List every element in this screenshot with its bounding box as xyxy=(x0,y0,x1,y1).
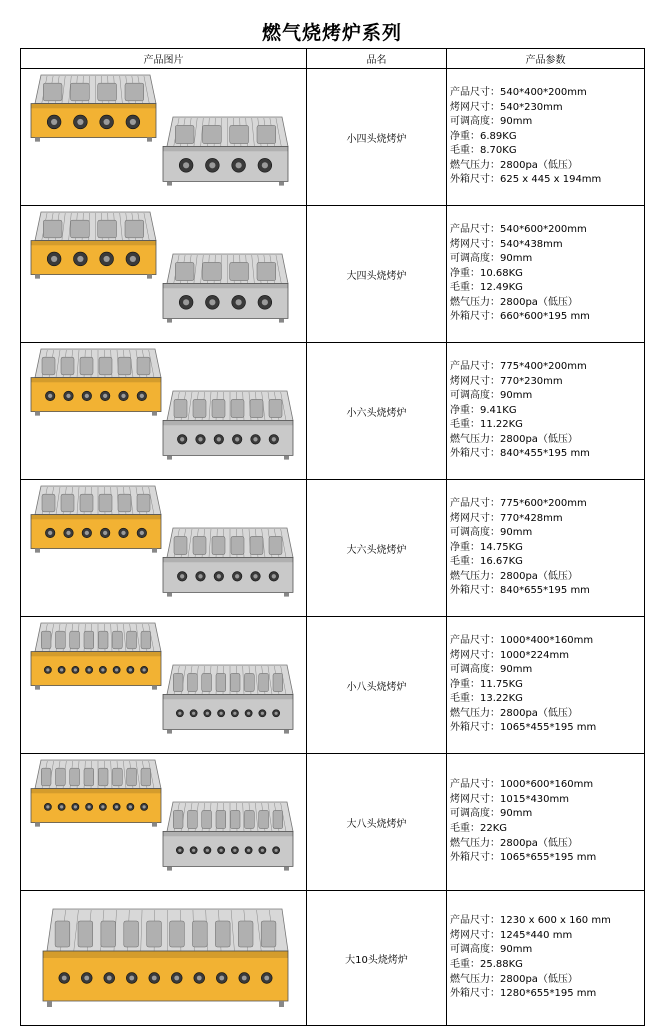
product-name: 大10头烧烤炉 xyxy=(307,891,447,1026)
product-specs xyxy=(447,343,645,480)
product-specs xyxy=(447,206,645,343)
spec-line: 产品尺寸：1000*600*160mm xyxy=(450,779,594,791)
stainless-grill-image xyxy=(163,391,293,460)
spec-line: 毛重：25.88KG xyxy=(450,959,523,970)
product-image-cell xyxy=(21,206,307,343)
spec-line: 毛重：11.22KG xyxy=(450,419,523,431)
product-name: 小六头烧烤炉 xyxy=(307,343,447,480)
product-name: 大四头烧烤炉 xyxy=(307,206,447,343)
product-specs xyxy=(447,754,645,891)
spec-line: 净重：6.89KG xyxy=(450,130,517,142)
spec-line: 外箱尺寸：1065*655*195 mm xyxy=(450,852,597,864)
spec-line: 燃气压力：2800pa（低压） xyxy=(450,159,578,171)
spec-line: 外箱尺寸：1065*455*195 mm xyxy=(450,722,597,734)
spec-line: 外箱尺寸：840*655*195 mm xyxy=(450,585,590,597)
spec-line: 烤网尺寸：540*438mm xyxy=(450,238,563,250)
spec-line: 毛重：8.70KG xyxy=(450,145,517,157)
product-image-cell xyxy=(21,480,307,617)
yellow-grill-image xyxy=(31,623,161,690)
spec-line: 毛重：22KG xyxy=(450,823,508,834)
spec-line: 净重：11.75KG xyxy=(450,678,523,690)
product-specs xyxy=(447,480,645,617)
product-image-cell xyxy=(21,343,307,480)
spec-line: 可调高度：90mm xyxy=(450,944,533,956)
header-product-specs: 产品参数 xyxy=(447,49,645,69)
yellow-grill-image xyxy=(43,909,288,1007)
spec-line: 烤网尺寸：1245*440 mm xyxy=(450,929,573,941)
document-title: 燃气烧烤炉系列 xyxy=(261,22,402,44)
yellow-grill-image xyxy=(31,212,156,279)
spec-line: 可调高度：90mm xyxy=(450,253,533,265)
spec-line: 外箱尺寸：660*600*195 mm xyxy=(450,311,590,323)
stainless-grill-image xyxy=(163,254,288,323)
product-specs xyxy=(447,617,645,754)
spec-line: 燃气压力：2800pa（低压） xyxy=(450,296,578,308)
spec-line: 毛重：13.22KG xyxy=(450,693,523,705)
spec-line: 燃气压力：2800pa（低压） xyxy=(450,973,578,985)
spec-line: 燃气压力：2800pa（低压） xyxy=(450,570,578,582)
table-row xyxy=(21,617,645,754)
spec-line: 可调高度：90mm xyxy=(450,808,533,820)
stainless-grill-image xyxy=(163,528,293,597)
header-product-image: 产品图片 xyxy=(21,49,307,69)
spec-line: 燃气压力：2800pa（低压） xyxy=(450,837,578,849)
spec-line: 外箱尺寸：625 x 445 x 194mm xyxy=(450,174,602,186)
spec-line: 烤网尺寸：770*428mm xyxy=(450,512,563,524)
spec-line: 产品尺寸：775*400*200mm xyxy=(450,360,587,372)
spec-line: 产品尺寸：775*600*200mm xyxy=(450,497,587,509)
spec-line: 毛重：12.49KG xyxy=(450,282,523,294)
table-header-row xyxy=(21,49,645,69)
spec-line: 燃气压力：2800pa（低压） xyxy=(450,433,578,445)
product-name: 小四头烧烤炉 xyxy=(307,69,447,206)
table-row xyxy=(21,754,645,891)
header-product-name: 品名 xyxy=(307,49,447,69)
spec-line: 产品尺寸：1230 x 600 x 160 mm xyxy=(450,915,611,927)
grill-product-image xyxy=(21,617,306,752)
spec-line: 净重：14.75KG xyxy=(450,541,523,553)
yellow-grill-image xyxy=(31,349,161,416)
product-image-cell xyxy=(21,617,307,754)
grill-product-image xyxy=(21,480,306,615)
spec-line: 可调高度：90mm xyxy=(450,527,533,539)
grill-product-image xyxy=(21,891,306,1024)
table-row xyxy=(21,206,645,343)
yellow-grill-image xyxy=(31,760,161,827)
spec-line: 产品尺寸：540*600*200mm xyxy=(450,223,587,235)
spec-line: 净重：10.68KG xyxy=(450,267,523,279)
product-name: 小八头烧烤炉 xyxy=(307,617,447,754)
grill-product-image xyxy=(21,754,306,889)
product-specs xyxy=(447,891,645,1026)
table-row xyxy=(21,891,645,1026)
stainless-grill-image xyxy=(163,665,293,734)
product-image-cell xyxy=(21,69,307,206)
product-specs xyxy=(447,69,645,206)
product-name: 大八头烧烤炉 xyxy=(307,754,447,891)
spec-line: 烤网尺寸：1000*224mm xyxy=(450,649,570,661)
table-row xyxy=(21,343,645,480)
product-image-cell xyxy=(21,754,307,891)
spec-line: 净重：9.41KG xyxy=(450,404,517,416)
spec-line: 烤网尺寸：1015*430mm xyxy=(450,793,570,805)
spec-line: 产品尺寸：540*400*200mm xyxy=(450,86,587,98)
spec-line: 可调高度：90mm xyxy=(450,390,533,402)
spec-line: 烤网尺寸：540*230mm xyxy=(450,101,563,113)
table-row xyxy=(21,69,645,206)
spec-line: 外箱尺寸：840*455*195 mm xyxy=(450,448,590,460)
yellow-grill-image xyxy=(31,486,161,553)
product-table xyxy=(20,48,645,1026)
stainless-grill-image xyxy=(163,117,288,186)
yellow-grill-image xyxy=(31,75,156,142)
grill-product-image xyxy=(21,343,306,478)
spec-line: 可调高度：90mm xyxy=(450,116,533,128)
table-row xyxy=(21,480,645,617)
spec-line: 产品尺寸：1000*400*160mm xyxy=(450,634,594,646)
product-name: 大六头烧烤炉 xyxy=(307,480,447,617)
grill-product-image xyxy=(21,69,306,204)
spec-line: 可调高度：90mm xyxy=(450,664,533,676)
product-image-cell xyxy=(21,891,307,1026)
spec-line: 毛重：16.67KG xyxy=(450,556,523,568)
grill-product-image xyxy=(21,206,306,341)
spec-line: 外箱尺寸：1280*655*195 mm xyxy=(450,988,597,1000)
spec-line: 烤网尺寸：770*230mm xyxy=(450,375,563,387)
spec-line: 燃气压力：2800pa（低压） xyxy=(450,707,578,719)
stainless-grill-image xyxy=(163,802,293,871)
